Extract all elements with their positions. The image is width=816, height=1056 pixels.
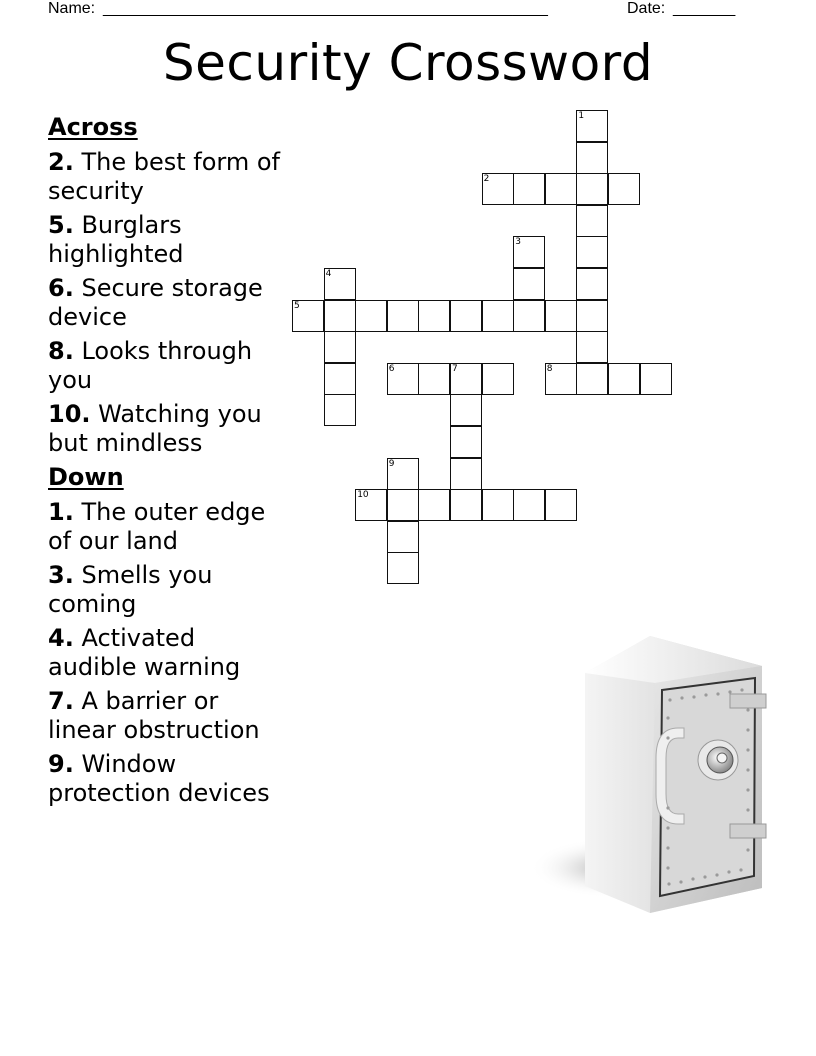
clue-across-8	[48, 337, 288, 395]
safe-hinge-bottom	[730, 824, 766, 838]
grid-cell[interactable]	[387, 300, 419, 332]
grid-cell[interactable]	[545, 173, 577, 205]
clue-across-6	[48, 274, 288, 332]
grid-cell[interactable]	[576, 300, 608, 332]
date-field[interactable]: _______	[673, 0, 736, 17]
grid-cell[interactable]	[640, 363, 672, 395]
grid-cell[interactable]	[576, 142, 608, 174]
clue-down-7	[48, 687, 288, 745]
grid-cell[interactable]	[355, 300, 387, 332]
clue-number: 9.	[48, 750, 74, 778]
grid-cell[interactable]	[482, 363, 514, 395]
grid-cell[interactable]	[387, 489, 419, 521]
page-title: Security Crossword	[162, 34, 654, 92]
clue-across-5	[48, 211, 288, 269]
grid-cell[interactable]	[608, 173, 640, 205]
across-heading: Across	[48, 113, 138, 141]
grid-cell[interactable]	[576, 236, 608, 268]
cell-number: 8	[546, 363, 553, 374]
clue-text: Watching you but mindless	[48, 400, 262, 457]
clue-down-3	[48, 561, 288, 619]
clue-number: 10.	[48, 400, 91, 428]
clue-text: Smells you coming	[48, 561, 213, 618]
grid-cell[interactable]	[576, 268, 608, 300]
grid-cell[interactable]	[545, 489, 577, 521]
date-label: Date:	[627, 0, 666, 17]
grid-cell[interactable]	[450, 300, 482, 332]
clue-number: 8.	[48, 337, 74, 365]
grid-cell[interactable]	[513, 173, 545, 205]
clue-number: 1.	[48, 498, 74, 526]
clue-number: 5.	[48, 211, 74, 239]
cell-number: 2	[483, 174, 490, 185]
cell-number: 3	[515, 237, 521, 248]
cell-number: 10	[357, 490, 369, 501]
grid-cell[interactable]	[324, 331, 356, 363]
grid-cell[interactable]	[513, 300, 545, 332]
clue-down-4	[48, 624, 288, 682]
clue-across-10	[48, 400, 288, 458]
grid-cell[interactable]	[513, 489, 545, 521]
grid-cell[interactable]	[576, 363, 608, 395]
clue-number: 6.	[48, 274, 74, 302]
grid-cell[interactable]	[608, 363, 640, 395]
grid-cell[interactable]	[324, 394, 356, 426]
grid-cell[interactable]	[418, 489, 450, 521]
cell-number: 6	[388, 363, 395, 374]
clue-text: Window protection devices	[48, 750, 270, 807]
cell-number: 4	[325, 269, 332, 279]
cell-number: 5	[294, 300, 300, 311]
safe-door	[660, 678, 755, 896]
clue-number: 3.	[48, 561, 74, 589]
grid-cell[interactable]	[576, 205, 608, 237]
clue-across-2	[48, 148, 288, 206]
clue-down-9	[48, 750, 288, 808]
safe-icon	[530, 628, 770, 918]
clue-number: 2.	[48, 148, 74, 176]
grid-cell[interactable]	[324, 363, 356, 395]
clue-number: 4.	[48, 624, 74, 652]
clue-text: The outer edge of our land	[48, 498, 266, 555]
grid-cell[interactable]	[482, 489, 514, 521]
grid-cell[interactable]	[418, 363, 450, 395]
clue-text: Looks through you	[48, 337, 253, 394]
cell-number: 7	[452, 363, 458, 374]
grid-cell[interactable]	[450, 394, 482, 426]
grid-cell[interactable]	[576, 173, 608, 205]
grid-cell[interactable]	[387, 521, 419, 553]
grid-cell[interactable]	[418, 300, 450, 332]
safe-dial-center	[717, 753, 727, 763]
grid-cell[interactable]	[545, 300, 577, 332]
grid-cell[interactable]	[324, 300, 356, 332]
grid-cell[interactable]	[387, 552, 419, 584]
grid-cell[interactable]	[450, 426, 482, 458]
grid-cell[interactable]	[513, 268, 545, 300]
clue-list	[48, 113, 288, 813]
cell-number: 1	[578, 111, 585, 121]
clue-text: Activated audible warning	[48, 624, 241, 681]
grid-cell[interactable]	[450, 489, 482, 521]
grid-cell[interactable]	[576, 331, 608, 363]
clue-text: The best form of security	[48, 148, 280, 205]
clue-number: 7.	[48, 687, 74, 715]
grid-cell[interactable]	[450, 458, 482, 490]
grid-cell[interactable]	[482, 300, 514, 332]
clue-text: Burglars highlighted	[48, 211, 184, 268]
down-heading: Down	[48, 463, 124, 491]
safe-hinge-top	[730, 694, 766, 708]
clue-down-1	[48, 498, 288, 556]
clue-text: Secure storage device	[48, 274, 263, 331]
name-field[interactable]: __________________________________________________	[103, 0, 548, 17]
name-label: Name:	[48, 0, 96, 17]
clue-text: A barrier or linear obstruction	[48, 687, 260, 744]
cell-number: 9	[388, 458, 395, 469]
